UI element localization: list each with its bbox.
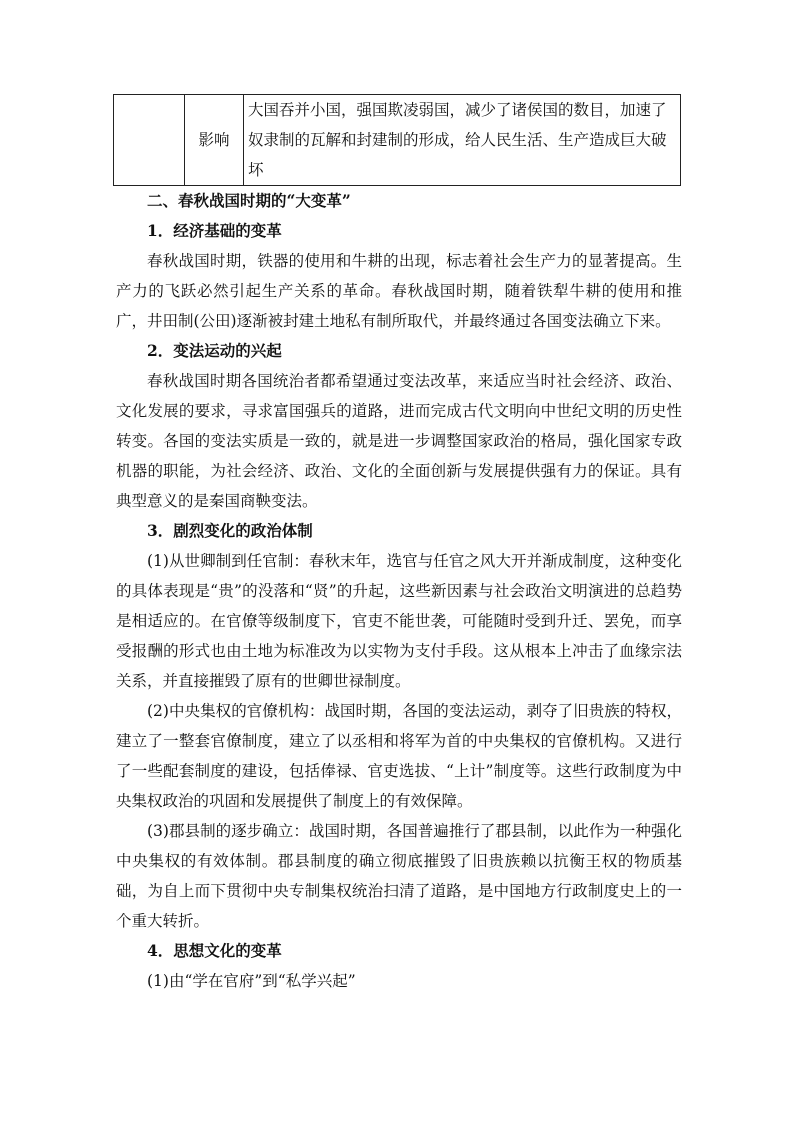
main-content <box>116 186 682 996</box>
paragraph: (2)中央集权的官僚机构：战国时期，各国的变法运动，剥夺了旧贵族的特权，建立了一整套官僚制度，建立了以丞相和将军为首的中央集权的官僚机构。又进行了一些配套制度的建设，包括俸禄、官吏选拔、“上计”制度等。这些行政制度为中央集权政治的巩固和发展提供了制度上的有效保障。 <box>116 702 682 810</box>
section-title: 二、春秋战国时期的“大变革” <box>147 191 351 210</box>
effect-table <box>113 94 681 186</box>
subsection-title-1: 1．经济基础的变革 <box>147 221 282 240</box>
table-empty-cell <box>114 95 185 186</box>
subsection-title-4: 4．思想文化的变革 <box>147 941 282 960</box>
table-row <box>114 95 681 186</box>
table-label-cell: 影响 <box>185 95 244 186</box>
paragraph: (1)从世卿制到任官制：春秋末年，选官与任官之风大开并渐成制度，这种变化的具体表现是“贵”的没落和“贤”的升起，这些新因素与社会政治文明演进的总趋势是相适应的。在官僚等级制度下，官吏不能世袭，可能随时受到升迁、罢免，而享受报酬的形式也由土地为标准改为以实物为支付手段。这从根本上冲击了血缘宗法关系，并直接摧毁了原有的世卿世禄制度。 <box>116 552 682 690</box>
paragraph: (1)由“学在官府”到“私学兴起” <box>147 972 356 990</box>
paragraph: 春秋战国时期各国统治者都希望通过变法改革，来适应当时社会经济、政治、文化发展的要求，寻求富国强兵的道路，进而完成古代文明向中世纪文明的历史性转变。各国的变法实质是一致的，就是进一步调整国家政治的格局，强化国家专政机器的职能，为社会经济、政治、文化的全面创新与发展提供强有力的保证。具有典型意义的是秦国商鞅变法。 <box>116 372 682 510</box>
subsection-title-3: 3．剧烈变化的政治体制 <box>147 521 313 540</box>
paragraph: (3)郡县制的逐步确立：战国时期，各国普遍推行了郡县制，以此作为一种强化中央集权的有效体制。郡县制度的确立彻底摧毁了旧贵族赖以抗衡王权的物质基础，为自上而下贯彻中央专制集权统治扫清了道路，是中国地方行政制度史上的一个重大转折。 <box>116 822 682 930</box>
table-text-cell: 大国吞并小国，强国欺凌弱国，减少了诸侯国的数目，加速了奴隶制的瓦解和封建制的形成，给人民生活、生产造成巨大破坏 <box>244 95 681 186</box>
paragraph: 春秋战国时期，铁器的使用和牛耕的出现，标志着社会生产力的显著提高。生产力的飞跃必然引起生产关系的革命。春秋战国时期，随着铁犁牛耕的使用和推广，井田制(公田)逐渐被封建土地私有制所取代，并最终通过各国变法确立下来。 <box>116 252 682 330</box>
subsection-title-2: 2．变法运动的兴起 <box>147 341 282 360</box>
